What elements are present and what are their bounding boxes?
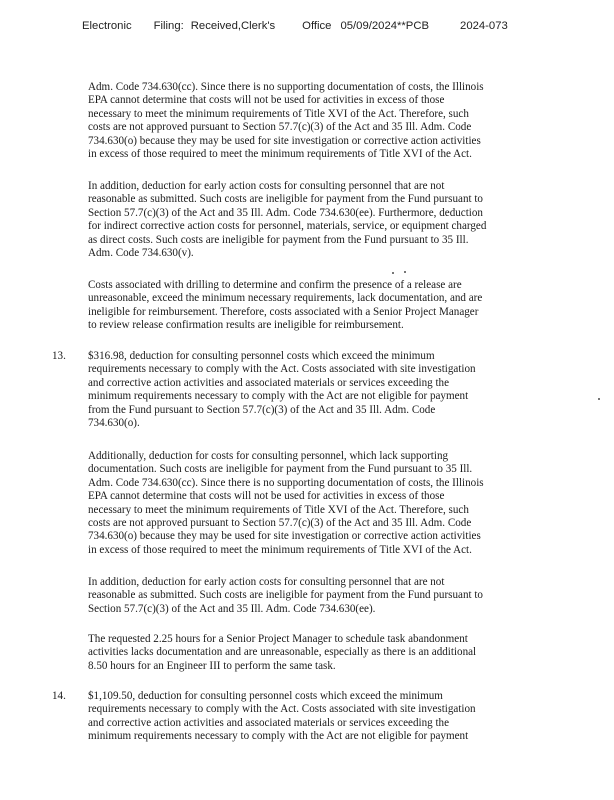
text-line: Section 57.7(c)(3) of the Act and 35 Ill. Adm. Code 734.630(ee). — [88, 602, 376, 615]
text-line: unreasonable, exceed the minimum necessary requirements, lack documentation, and are — [88, 292, 483, 305]
scan-artifact — [598, 398, 600, 400]
text-line: $316.98, deduction for consulting personnel costs which exceed the minimum — [88, 350, 435, 362]
text-line: requirements necessary to comply with the Act. Costs associated with site investigation — [88, 703, 476, 716]
text-line: in excess of those required to meet the minimum requirements of Title XVI of the Act. — [88, 148, 472, 161]
text-line: In addition, deduction for early action costs for consulting personnel that are not — [88, 576, 445, 588]
text-line: Costs associated with drilling to determine and confirm the presence of a release are — [88, 279, 462, 291]
paragraph — [88, 279, 482, 333]
paragraph — [88, 576, 483, 616]
text-line: reasonable as submitted. Such costs are ineligible for payment from the Fund pursuant to — [88, 589, 483, 602]
stamp-part: Filing: — [153, 20, 184, 32]
text-line: and corrective action activities and associated materials or services exceeding the — [88, 716, 450, 729]
text-line: EPA cannot determine that costs will not be used for activities in excess of those — [88, 490, 445, 503]
text-line: Section 57.7(c)(3) of the Act and 35 Ill. Adm. Code 734.630(ee). Furthermore, deduction — [88, 206, 483, 219]
stamp-part: 2024-073 — [460, 20, 508, 32]
text-line: costs are not approved pursuant to Section 57.7(c)(3) of the Act and 35 Ill. Adm. Code — [88, 517, 472, 530]
paragraph — [88, 633, 476, 673]
text-line: 8.50 hours for an Engineer III to perform the same task. — [88, 659, 336, 672]
text-line: in excess of those required to meet the minimum requirements of Title XVI of the Act. — [88, 543, 472, 556]
text-line: Adm. Code 734.630(v). — [88, 247, 194, 260]
text-line: Adm. Code 734.630(cc). Since there is no supporting documentation of costs, the Illinois — [88, 81, 484, 93]
text-line: Adm. Code 734.630(cc). Since there is no supporting documentation of costs, the Illinois — [88, 476, 484, 489]
stamp-part: 05/09/2024**PCB — [340, 20, 430, 32]
paragraph — [88, 450, 484, 557]
text-line: documentation. Such costs are ineligible for payment from the Fund pursuant to 35 Ill. — [88, 463, 473, 476]
paragraph — [88, 180, 486, 260]
paragraph — [88, 350, 476, 430]
text-line: In addition, deduction for early action costs for consulting personnel that are not — [88, 180, 445, 192]
text-line: minimum requirements necessary to comply with the Act are not eligible for payment — [88, 730, 469, 743]
scan-artifact — [404, 271, 406, 273]
text-line: necessary to meet the minimum requirements of Title XVI of the Act. Therefore, such — [88, 503, 469, 516]
stamp-part: Received,Clerk's — [190, 20, 276, 32]
item-number: 14. — [52, 690, 66, 702]
text-line: 734.630(o) because they may be used for site investigation or corrective action activities — [88, 530, 481, 543]
filing-stamp-header — [82, 20, 582, 32]
text-line: for indirect corrective action costs for personnel, materials, service, or equipment charged — [88, 220, 487, 233]
text-line: necessary to meet the minimum requirements of Title XVI of the Act. Therefore, such — [88, 107, 469, 120]
scan-artifact — [392, 272, 394, 274]
text-line: 734.630(o) because they may be used for site investigation or corrective action activities — [88, 134, 481, 147]
text-line: as direct costs. Such costs are ineligible for payment from the Fund pursuant to 35 Ill. — [88, 233, 469, 246]
paragraph — [88, 690, 476, 744]
text-line: requirements necessary to comply with the Act. Costs associated with site investigation — [88, 363, 476, 376]
text-line: from the Fund pursuant to Section 57.7(c)(3) of the Act and 35 Ill. Adm. Code — [88, 403, 436, 416]
paragraph — [88, 81, 484, 161]
text-line: ineligible for reimbursement. Therefore, costs associated with a Senior Project Manager — [88, 305, 479, 318]
text-line: $1,109.50, deduction for consulting personnel costs which exceed the minimum — [88, 690, 443, 702]
text-line: Additionally, deduction for costs for consulting personnel, which lack supporting — [88, 450, 449, 462]
text-line: reasonable as submitted. Such costs are ineligible for payment from the Fund pursuant to — [88, 193, 483, 206]
text-line: minimum requirements necessary to comply with the Act are not eligible for payment — [88, 390, 469, 403]
stamp-part: Office — [302, 20, 332, 32]
stamp-part: Electronic — [82, 20, 132, 32]
text-line: to review release confirmation results are ineligible for reimbursement. — [88, 319, 404, 332]
text-line: activities lacks documentation and are unreasonable, especially as there is an additional — [88, 646, 477, 659]
text-line: 734.630(o). — [88, 417, 140, 430]
text-line: The requested 2.25 hours for a Senior Project Manager to schedule task abandonment — [88, 633, 468, 645]
item-number: 13. — [52, 350, 66, 362]
text-line: and corrective action activities and associated materials or services exceeding the — [88, 376, 450, 389]
text-line: costs are not approved pursuant to Section 57.7(c)(3) of the Act and 35 Ill. Adm. Code — [88, 121, 472, 134]
text-line: EPA cannot determine that costs will not be used for activities in excess of those — [88, 94, 445, 107]
